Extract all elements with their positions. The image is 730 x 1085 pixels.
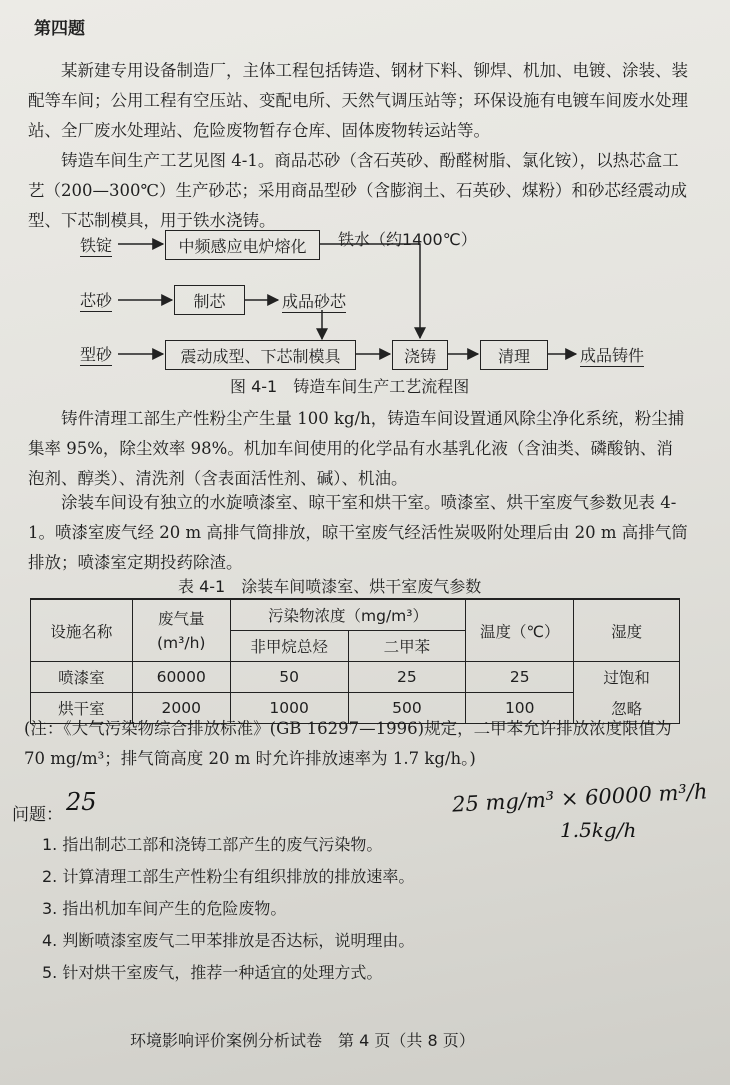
cell-temp: 25 xyxy=(466,662,574,693)
header-temperature: 温度（℃） xyxy=(466,599,574,662)
header-humidity: 湿度 xyxy=(574,599,680,662)
input-mold-sand: 型砂 xyxy=(80,342,112,366)
cell-volume: 2000 xyxy=(132,693,230,724)
box-pouring: 浇铸 xyxy=(392,340,448,370)
cell-humidity-1: 过饱和 xyxy=(574,662,680,693)
header-volume-line2: (m³/h) xyxy=(157,633,206,652)
box-cleaning: 清理 xyxy=(480,340,548,370)
paragraph-4: 涂装车间设有独立的水旋喷漆室、晾干室和烘干室。喷漆室、烘干室废气参数见表 4-1。喷漆室废气经 20 m 高排气筒排放，晾干室废气经活性炭吸附处理后由 20 m 高排气筒排放；喷漆室定期投药除渣。 xyxy=(28,493,688,572)
question-heading: 第四题 xyxy=(34,19,85,39)
cell-name: 喷漆室 xyxy=(31,662,133,693)
question-5: 5. 针对烘干室废气，推荐一种适宜的处理方式。 xyxy=(42,963,383,982)
cell-humidity-2: 忽略 xyxy=(574,693,680,724)
questions-label: 问题： xyxy=(12,805,63,825)
cell-name: 烘干室 xyxy=(31,693,133,724)
process-flow-diagram xyxy=(0,215,730,395)
header-xylene: 二甲苯 xyxy=(348,631,466,662)
table-row xyxy=(31,662,680,693)
cell-nmhc: 50 xyxy=(230,662,348,693)
page-footer: 环境影响评价案例分析试卷 第 4 页（共 8 页） xyxy=(130,1031,475,1050)
header-nmhc: 非甲烷总烃 xyxy=(230,631,348,662)
question-1: 1. 指出制芯工部和浇铸工部产生的废气污染物。 xyxy=(42,835,383,854)
handwritten-result: 1.5kg/h xyxy=(560,818,637,842)
figure-caption: 图 4-1 铸造车间生产工艺流程图 xyxy=(230,377,470,396)
input-iron-ingot: 铁锭 xyxy=(80,233,112,257)
question-2: 2. 计算清理工部生产性粉尘有组织排放的排放速率。 xyxy=(42,867,415,886)
paragraph-3: 铸件清理工部生产性粉尘产生量 100 kg/h，铸造车间设置通风除尘净化系统，粉尘捕集率 95%，除尘效率 98%。机加车间使用的化学品有水基乳化液（含油类、磷酸钠、消泡剂、醇类）、清洗剂（含表面活性剂、碱）、机油。 xyxy=(28,409,685,488)
table-note: (注：《大气污染物综合排放标准》(GB 16297—1996)规定，二甲苯允许排放浓度限值为 70 mg/m³；排气筒高度 20 m 时允许排放速率为 1.7 kg/h。) xyxy=(24,719,672,768)
handwritten-25: 25 xyxy=(66,788,97,816)
label-molten-iron: 铁水（约1400℃） xyxy=(338,230,477,249)
question-4: 4. 判断喷漆室废气二甲苯排放是否达标，说明理由。 xyxy=(42,931,415,950)
input-core-sand: 芯砂 xyxy=(80,288,112,312)
cell-xylene: 25 xyxy=(348,662,466,693)
cell-xylene: 500 xyxy=(348,693,466,724)
cell-volume: 60000 xyxy=(132,662,230,693)
exhaust-parameter-table xyxy=(30,598,680,724)
question-3: 3. 指出机加车间产生的危险废物。 xyxy=(42,899,287,918)
box-molding: 震动成型、下芯制模具 xyxy=(165,340,356,370)
header-volume xyxy=(132,599,230,662)
label-finished-casting: 成品铸件 xyxy=(580,343,644,367)
paragraph-1: 某新建专用设备制造厂，主体工程包括铸造、钢材下料、铆焊、机加、电镀、涂装、装配等车间；公用工程有空压站、变配电所、天然气调压站等；环保设施有电镀车间废水处理站、全厂废水处理站、危险废物暂存仓库、固体废物转运站等。 xyxy=(28,61,688,140)
header-concentration: 污染物浓度（mg/m³） xyxy=(230,599,466,631)
cell-nmhc: 1000 xyxy=(230,693,348,724)
header-volume-line1: 废气量 xyxy=(157,609,205,628)
box-core-making: 制芯 xyxy=(174,285,245,315)
box-induction-furnace: 中频感应电炉熔化 xyxy=(165,230,320,260)
cell-temp: 100 xyxy=(466,693,574,724)
paragraph-2: 铸造车间生产工艺见图 4-1。商品芯砂（含石英砂、酚醛树脂、氯化铵），以热芯盒工艺（200—300℃）生产砂芯；采用商品型砂（含膨润土、石英砂、煤粉）和砂芯经震动成型、下芯制模具，用于铁水浇铸。 xyxy=(28,151,687,230)
header-facility: 设施名称 xyxy=(31,599,133,662)
handwritten-calculation: 25 mg/m³ × 60000 m³/h xyxy=(451,779,708,817)
table-caption: 表 4-1 涂装车间喷漆室、烘干室废气参数 xyxy=(178,577,482,596)
label-finished-sand-core: 成品砂芯 xyxy=(282,289,346,313)
